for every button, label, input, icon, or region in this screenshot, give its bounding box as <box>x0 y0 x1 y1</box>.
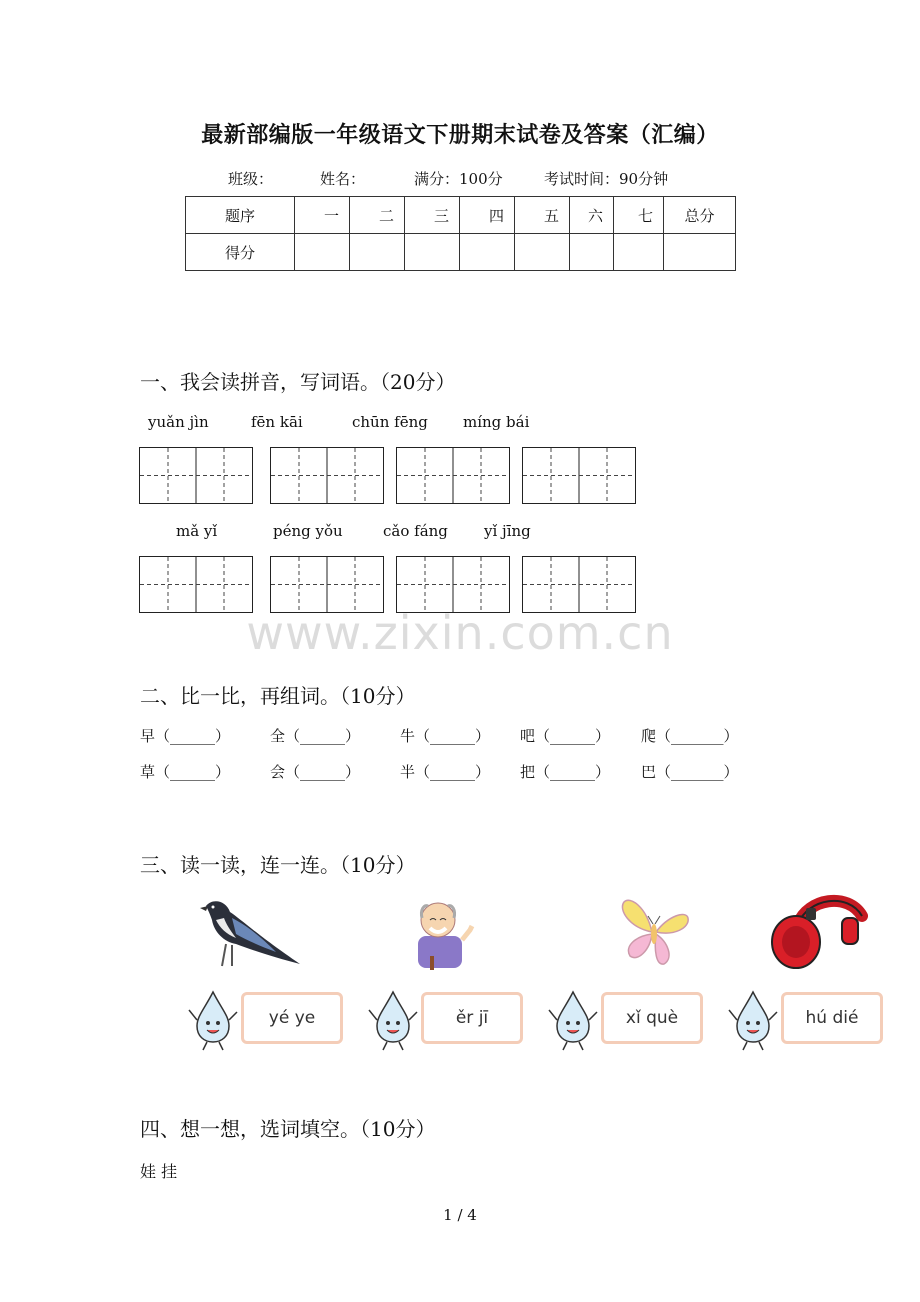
score-table <box>185 196 736 271</box>
header-cell: 六 <box>570 197 614 234</box>
water-drop-icon <box>547 990 599 1056</box>
pinyin-label: yuǎn jìn <box>148 413 209 431</box>
writing-grid[interactable] <box>139 447 253 504</box>
pinyin-label: péng yǒu <box>273 522 343 540</box>
headphones-icon[interactable] <box>768 894 868 978</box>
compare-item: 爬（_______） <box>641 727 739 745</box>
page-number: 1 / 4 <box>443 1206 477 1224</box>
magpie-icon[interactable] <box>196 898 304 974</box>
water-drop-icon <box>727 990 779 1056</box>
writing-grid[interactable] <box>396 556 510 613</box>
score-cell[interactable] <box>664 234 736 271</box>
compare-item: 草（______） <box>140 763 231 781</box>
header-cell: 一 <box>295 197 350 234</box>
pinyin-label: míng bái <box>463 413 530 431</box>
row-label: 得分 <box>186 234 295 271</box>
compare-item: 把（______） <box>520 763 611 781</box>
compare-item: 早（______） <box>140 727 231 745</box>
score-cell[interactable] <box>405 234 460 271</box>
water-drop-icon <box>187 990 239 1056</box>
pinyin-label: fēn kāi <box>251 413 303 431</box>
header-cell: 五 <box>515 197 570 234</box>
section-1-heading: 一、我会读拼音，写词语。（20分） <box>140 370 456 394</box>
compare-item: 巴（_______） <box>641 763 739 781</box>
writing-grid[interactable] <box>139 556 253 613</box>
pinyin-box[interactable]: xǐ què <box>601 992 703 1044</box>
score-cell[interactable] <box>515 234 570 271</box>
pinyin-box[interactable]: ěr jī <box>421 992 523 1044</box>
compare-row <box>140 725 739 746</box>
pinyin-label: chūn fēng <box>352 413 428 431</box>
writing-grid[interactable] <box>270 556 384 613</box>
compare-item: 全（______） <box>270 727 361 745</box>
score-cell[interactable] <box>350 234 405 271</box>
section-4-heading: 四、想一想，选词填空。（10分） <box>140 1117 436 1141</box>
pinyin-label: cǎo fáng <box>383 522 448 540</box>
writing-grid[interactable] <box>396 447 510 504</box>
header-cell: 七 <box>614 197 664 234</box>
butterfly-icon[interactable] <box>616 896 692 974</box>
compare-item: 半（______） <box>400 763 491 781</box>
writing-grid[interactable] <box>270 447 384 504</box>
header-cell: 三 <box>405 197 460 234</box>
water-drop-icon <box>367 990 419 1056</box>
compare-row <box>140 761 739 782</box>
pinyin-box[interactable]: hú dié <box>781 992 883 1044</box>
full-score: 满分：100分 <box>414 170 503 188</box>
page-title: 最新部编版一年级语文下册期末试卷及答案（汇编） <box>201 122 719 148</box>
compare-item: 会（______） <box>270 763 361 781</box>
score-cell[interactable] <box>460 234 515 271</box>
pinyin-box[interactable]: yé ye <box>241 992 343 1044</box>
compare-item: 牛（______） <box>400 727 491 745</box>
grandpa-icon[interactable] <box>408 896 480 976</box>
score-table-score-row <box>186 234 736 271</box>
name-label: 姓名： <box>320 170 366 188</box>
header-cell: 二 <box>350 197 405 234</box>
writing-grid[interactable] <box>522 447 636 504</box>
section-3-heading: 三、读一读，连一连。（10分） <box>140 853 416 877</box>
score-cell[interactable] <box>295 234 350 271</box>
compare-item: 吧（______） <box>520 727 611 745</box>
header-cell: 四 <box>460 197 515 234</box>
watermark: www.zixin.com.cn <box>246 606 674 660</box>
word-choices: 娃 挂 <box>140 1162 178 1181</box>
score-table-header-row <box>186 197 736 234</box>
header-cell: 题序 <box>186 197 295 234</box>
exam-info <box>228 168 668 189</box>
score-cell[interactable] <box>570 234 614 271</box>
pinyin-label: yǐ jīng <box>484 522 531 540</box>
writing-grid[interactable] <box>522 556 636 613</box>
header-cell: 总分 <box>664 197 736 234</box>
class-label: 班级： <box>228 170 274 188</box>
score-cell[interactable] <box>614 234 664 271</box>
exam-time: 考试时间：90分钟 <box>544 170 669 188</box>
pinyin-label: mǎ yǐ <box>176 522 218 540</box>
section-2-heading: 二、比一比，再组词。（10分） <box>140 684 416 708</box>
